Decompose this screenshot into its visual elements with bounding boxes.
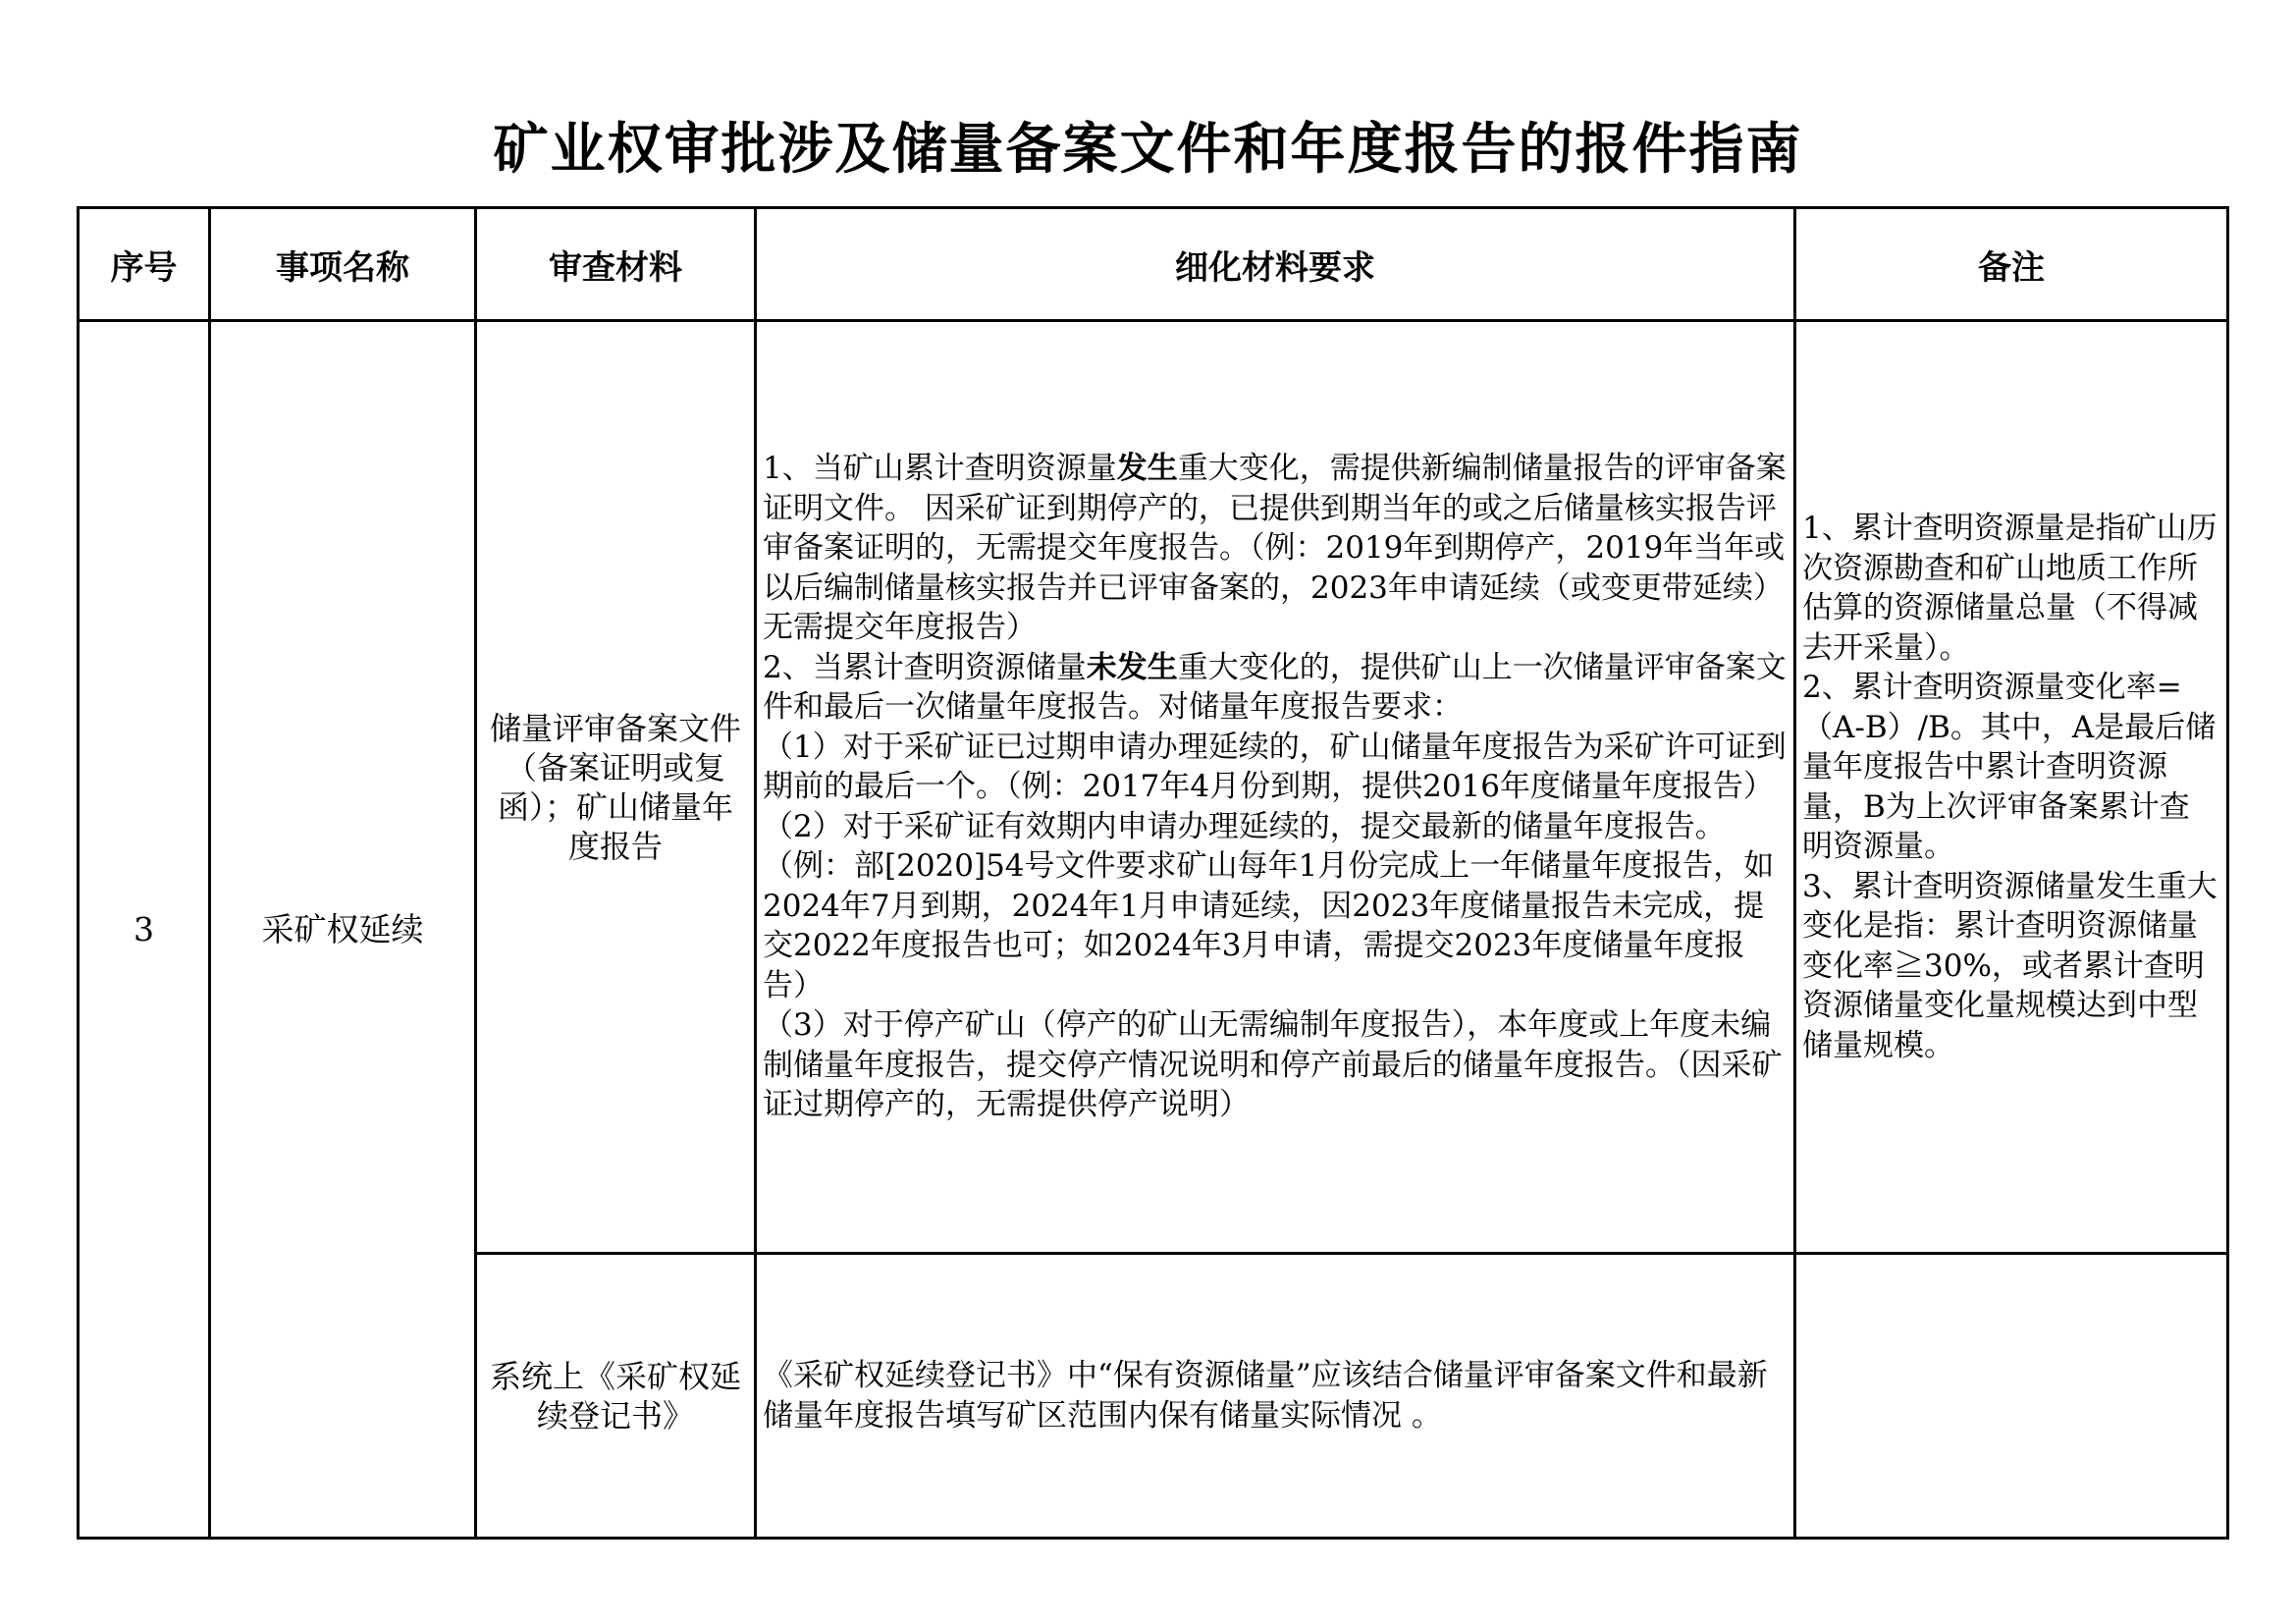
materials-cell: 储量评审备案文件（备案证明或复函）；矿山储量年度报告 bbox=[476, 321, 756, 1254]
materials-cell: 系统上《采矿权延续登记书》 bbox=[476, 1254, 756, 1539]
header-remark: 备注 bbox=[1795, 208, 2228, 321]
header-detail: 细化材料要求 bbox=[756, 208, 1795, 321]
detail-cell bbox=[756, 321, 1795, 1254]
detail-paragraph: （3）对于停产矿山（停产的矿山无需编制年度报告），本年度或上年度未编制储量年度报告，提交停产情况说明和停产前最后的储量年度报告。（因采矿证过期停产的，无需提供停产说明） bbox=[763, 1007, 1783, 1123]
item-name-cell: 采矿权延续 bbox=[210, 321, 476, 1539]
emphasis-text: 未发生 bbox=[1086, 649, 1178, 685]
remark-paragraph: 1、累计查明资源量是指矿山历次资源勘查和矿山地质工作所估算的资源储量总量（不得减去开采量）。 bbox=[1802, 511, 2217, 666]
header-materials: 审查材料 bbox=[476, 208, 756, 321]
header-row bbox=[79, 208, 2228, 321]
remark-paragraph: 2、累计查明资源量变化率=（A-B）/B。其中，A是最后储量年度报告中累计查明资源量，B为上次评审备案累计查明资源量。 bbox=[1802, 670, 2216, 864]
detail-paragraph: 2、当累计查明资源储量未发生重大变化的，提供矿山上一次储量评审备案文件和最后一次储量年度报告。对储量年度报告要求： bbox=[763, 649, 1787, 726]
header-seq: 序号 bbox=[79, 208, 210, 321]
guide-table bbox=[77, 206, 2229, 1540]
emphasis-text: 发生 bbox=[1116, 451, 1178, 487]
detail-paragraph: （2）对于采矿证有效期内申请办理延续的，提交最新的储量年度报告。（例：部[2020]54号文件要求矿山每年1月份完成上一年储量年度报告，如2024年7月到期，2024年1月申请延续，因2023年度储量报告未完成，提交2022年度报告也可；如2024年3月申请，需提交2023年度储量年度报告） bbox=[763, 808, 1775, 1003]
remark-cell bbox=[1795, 1254, 2228, 1539]
detail-paragraph: 1、当矿山累计查明资源量发生重大变化，需提供新编制储量报告的评审备案证明文件。 因采矿证到期停产的，已提供到期当年的或之后储量核实报告评审备案证明的，无需提交年度报告。（例：2019年到期停产，2019年当年或以后编制储量核实报告并已评审备案的，2023年申请延续（或变更带延续）无需提交年度报告） bbox=[763, 451, 1787, 646]
remark-cell bbox=[1795, 321, 2228, 1254]
table-row bbox=[79, 321, 2228, 1254]
detail-paragraph: （1）对于采矿证已过期申请办理延续的，矿山储量年度报告为采矿许可证到期前的最后一个。（例：2017年4月份到期，提供2016年度储量年度报告） bbox=[763, 729, 1787, 805]
page-title: 矿业权审批涉及储量备案文件和年度报告的报件指南 bbox=[493, 118, 1803, 182]
detail-cell: 《采矿权延续登记书》中“保有资源储量”应该结合储量评审备案文件和最新储量年度报告填写矿区范围内保有储量实际情况 。 bbox=[756, 1254, 1795, 1539]
remark-paragraph: 3、累计查明资源储量发生重大变化是指：累计查明资源储量变化率≧30%，或者累计查明资源储量变化量规模达到中型储量规模。 bbox=[1802, 868, 2217, 1063]
header-item-name: 事项名称 bbox=[210, 208, 476, 321]
seq-cell: 3 bbox=[79, 321, 210, 1539]
